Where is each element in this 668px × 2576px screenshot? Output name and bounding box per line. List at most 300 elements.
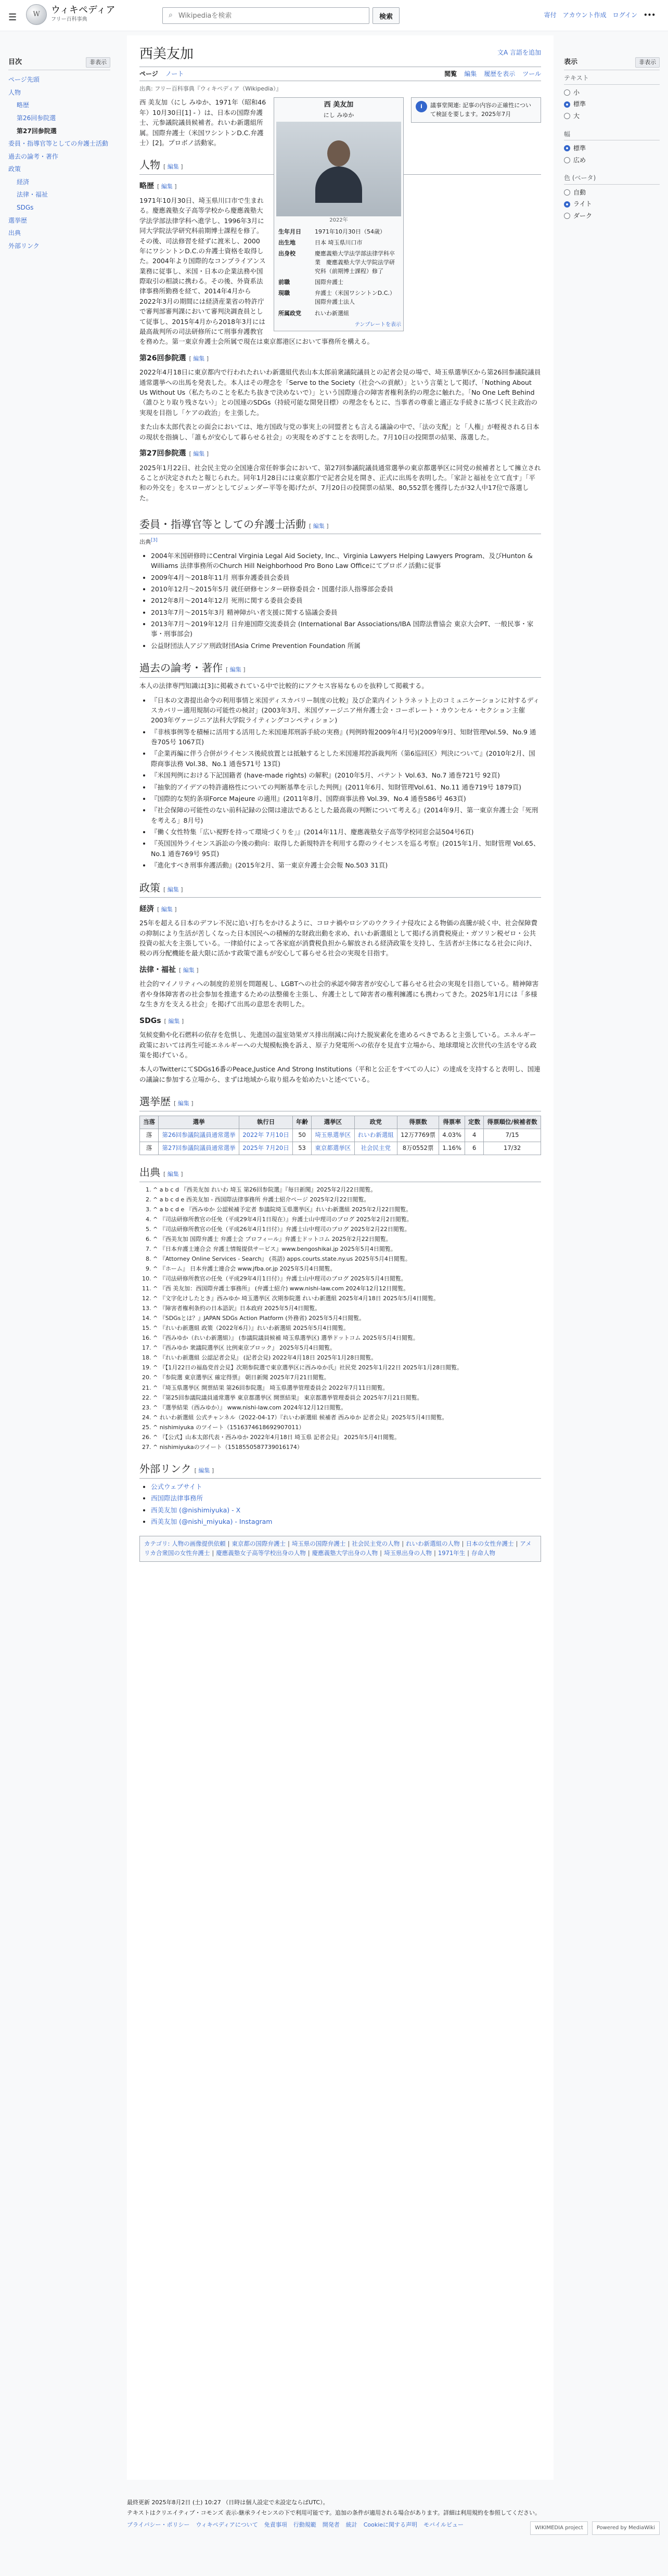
logo-title: ウィキペディア	[51, 5, 115, 16]
edit-label[interactable]: 編集	[229, 666, 241, 674]
infobox-value: 弁護士（米国ワシントンD.C.） 国際弁護士法人	[315, 290, 399, 306]
toc-item	[8, 125, 110, 138]
section-external-links	[139, 1461, 541, 1479]
notice-text: 議事堂関連: 記事の内容の正確性について検証を要します。2025年7月	[430, 102, 531, 118]
external-link-item	[151, 1505, 541, 1515]
portrait-photo[interactable]	[276, 122, 401, 216]
article-content	[127, 35, 554, 2480]
table-row	[140, 1142, 541, 1155]
section-policy	[139, 880, 541, 898]
category-link[interactable]: 社会民主党の人物	[352, 1540, 400, 1548]
section-sdgs	[139, 1016, 541, 1027]
section-heading: 第26回参院選	[139, 354, 186, 363]
page-tabs	[139, 67, 541, 82]
footer-link[interactable]: 統計	[345, 2521, 357, 2529]
color-title: 色 (ベータ)	[564, 173, 660, 185]
toc-hide-button[interactable]: 非表示	[86, 57, 110, 68]
option-label: 広め	[573, 156, 586, 164]
reference-item: 27. ^ nishimiyukaのツイート（1518550587739016174）	[153, 1443, 541, 1452]
reference-item: 10. ^ 『司法研修所教官の任免（平成29年4月1日付）』弁護士山中理司のブログ 2025年5月4日閲覧。	[153, 1274, 541, 1283]
donate-link[interactable]: 寄付	[544, 11, 557, 19]
infobox-row	[276, 277, 401, 288]
edit-section-link[interactable]: [ 編集 ]	[157, 183, 177, 190]
table-cell: 4.03%	[439, 1129, 465, 1142]
category-link[interactable]: れいわ新選組の人物	[406, 1540, 460, 1548]
toc-title: 目次	[8, 58, 22, 66]
width-title: 幅	[564, 130, 660, 141]
add-languages-button[interactable]: 文A 言語を追加	[497, 49, 541, 56]
infobox-row	[276, 226, 401, 237]
edit-label[interactable]: 編集	[168, 1017, 180, 1025]
mediawiki-badge[interactable]: Powered by MediaWiki	[592, 2521, 660, 2535]
toc-link[interactable]: 人物	[8, 88, 21, 96]
table-cell[interactable]: 2022年 7月10日	[239, 1129, 293, 1142]
paper-item: • 『英国国外ライセンス訴訟の今後の動向：取得した新規特許を利用する際のライセンスを巡る考察』(2015年1月、知財管理 Vol.65、No.1 通巻769号 95頁)	[151, 838, 541, 859]
external-link-item	[151, 1517, 541, 1526]
infobox-row	[276, 248, 401, 277]
intro-paragraph: 西 美友加（にし みゆか、1971年（昭和46年）10月30日[1] - ）は、日本の国際弁護士、元参議院議員候補者。れいわ新選組所属。国際弁護士（米国ワシントンD.C.弁護士）[2]。プロボノ活動家。	[139, 98, 266, 147]
reference-item: 1. ^ a b c d 『西美友加 れいわ 埼玉 第26回参院選』『毎日新聞』2025年2月22日閲覧。	[153, 1185, 541, 1194]
table-cell: 6	[465, 1142, 484, 1155]
infobox-value: 1971年10月30日（54歳）	[315, 228, 386, 236]
infobox-subtitle: にし みゆか	[323, 111, 354, 119]
committee-list	[151, 551, 541, 651]
category-link[interactable]: 1971年生	[438, 1549, 466, 1557]
section-references	[139, 1164, 541, 1182]
appearance-header	[564, 57, 660, 70]
edit-section-link[interactable]: [ 編集 ]	[174, 1100, 194, 1107]
toc-link[interactable]: 法律・福祉	[17, 191, 48, 199]
law-paragraph: 社会的マイノリティへの制度的差別を問題視し、LGBTへの社会的承認や障害者が安心して暮らせる社会の実現を目指している。精神障害者や身体障害者の社会参加を推進するための法整備を主張し、弁護士として障害者の権利擁護にも携わってきた。2025年1月には「多様な生き方を支える社会」を掲げて出馬の意思を表明した。	[139, 980, 539, 1008]
external-link[interactable]: 西美友加 (@nishimiyuka) - X	[151, 1506, 241, 1514]
column-header: 政党	[354, 1116, 397, 1129]
edit-label[interactable]: 編集	[161, 183, 173, 190]
edit-section-link[interactable]: [ 編集 ]	[309, 523, 329, 530]
edit-section-link[interactable]: [ 編集 ]	[179, 966, 199, 974]
footer-link[interactable]: 免責事項	[264, 2521, 287, 2529]
category-separator: |	[402, 1540, 404, 1548]
election27-paragraph: 2025年1月22日、社会民主党の全国連合常任幹事会において、第27回参議院議員通常選挙の東京都選挙区に同党の候補者として擁立されることが決定されたと報じられた。同年1月28日には東京都庁で記者会見を開き、正式に出馬を表明した。「家計と福祉を立て直す」「平和の外交を」をスローガンとしてジェンダー平等を掲げたが、7月20日の投開票の結果、80,552票を獲得したが32人中17位で落選した。	[139, 463, 541, 502]
category-separator: |	[307, 1549, 310, 1557]
table-cell: 落	[140, 1129, 159, 1142]
appearance-panel	[564, 57, 660, 229]
site-logo[interactable]	[26, 4, 115, 25]
toc-item	[8, 112, 110, 125]
category-separator: |	[461, 1540, 464, 1548]
reference-item: 18. ^ 『れいわ新選組 公認記者会見』 (記者会見) 2022年4月18日 2025年1月28日閲覧。	[153, 1353, 541, 1362]
footer-link[interactable]: 行動規範	[293, 2521, 316, 2529]
infobox-key: 生年月日	[278, 228, 301, 236]
text-size-standard[interactable]	[564, 98, 660, 110]
radio-icon	[564, 89, 570, 96]
edit-label[interactable]: 編集	[193, 355, 205, 362]
radio-icon	[564, 213, 570, 219]
infobox-key: 出生地	[278, 239, 296, 247]
section-heading: 外部リンク	[139, 1462, 191, 1475]
edit-label[interactable]: 編集	[167, 886, 179, 893]
table-cell: 12万7769票	[397, 1129, 439, 1142]
infobox-title: 西 美友加	[324, 101, 354, 109]
committee-item: • 2010年12月〜2015年5月 就任研修センター研修委員会・国選付添人指導部会委員	[151, 584, 541, 594]
external-links-list	[151, 1482, 541, 1527]
text-size-title: テキスト	[564, 73, 660, 85]
edit-label[interactable]: 編集	[167, 163, 179, 171]
toc-item	[8, 150, 110, 163]
reference-item: 23. ^ 『選挙結果（西みゆか）』 www.nishi-law.com 2024年12月12日閲覧。	[153, 1403, 541, 1412]
site-header	[0, 0, 668, 31]
toc-header	[8, 57, 110, 70]
reference-item: 3. ^ a b c d e 『西みゆか 公認候補予定者 参議院埼玉県選挙区』れいわ新選組 2025年2月22日閲覧。	[153, 1205, 541, 1214]
tab-talk[interactable]: ノート	[165, 70, 184, 77]
tab-page[interactable]: ページ	[139, 70, 158, 77]
reference-item: 16. ^ 『西みゆか（れいわ新選組）』 (参議院議員候補 埼玉県選挙区) 選挙ドットコム 2025年5月4日閲覧。	[153, 1334, 541, 1342]
edit-section-link[interactable]: [ 編集 ]	[194, 1467, 214, 1474]
person-silhouette	[315, 135, 362, 203]
logo-text	[51, 5, 115, 23]
category-link[interactable]: 埼玉県の国際弁護士	[291, 1540, 346, 1548]
color-dark[interactable]	[564, 210, 660, 222]
color-auto[interactable]	[564, 187, 660, 199]
category-link[interactable]: 慶應義塾大学出身の人物	[312, 1549, 378, 1557]
toc-link[interactable]: 過去の論考・著作	[8, 152, 59, 160]
edit-section-link[interactable]: [ 編集 ]	[189, 450, 209, 457]
color-light[interactable]	[564, 198, 660, 210]
width-group	[564, 130, 660, 166]
paper-item: • 『進化すべき刑事弁護活動』(2015年2月、第一東京弁護士会会報 No.503 31頁)	[151, 860, 541, 870]
category-link[interactable]: 東京都の国際弁護士	[232, 1540, 286, 1548]
category-separator: |	[348, 1540, 350, 1548]
option-label: 大	[573, 112, 580, 120]
edit-section-link[interactable]: [ 編集 ]	[163, 1170, 183, 1177]
tab-edit[interactable]: 編集	[464, 70, 477, 77]
table-cell: 50	[292, 1129, 311, 1142]
infobox-key: 出身校	[278, 250, 296, 257]
reference-item: 12. ^ 『文字化けしたとき』西みゆか 埼玉選挙区 次期参院選 れいわ新選組 2025年4月18日 2025年5月4日閲覧。	[153, 1294, 541, 1303]
reference-item: 20. ^ 『参院選 東京選挙区 確定得票』 朝日新聞 2025年7月21日閲覧。	[153, 1373, 541, 1382]
width-standard[interactable]	[564, 143, 660, 154]
text-size-small[interactable]	[564, 87, 660, 99]
photo-caption: 2022年	[329, 217, 348, 223]
sdgs-paragraph-2: 本人のTwitterにてSDGs16番のPeace,Justice And Strong Institutions（平和と公正をすべての人に）の達成を支持すると表明し、国連の議論に参加する立場から、まずは地域から取り組みを始めたいと述べている。	[139, 1065, 541, 1083]
category-separator: |	[212, 1549, 214, 1557]
maintenance-notice	[411, 97, 541, 122]
toc-link[interactable]: 出典	[8, 229, 21, 237]
category-separator: |	[380, 1549, 382, 1557]
section-elections	[139, 1094, 541, 1111]
toc-link[interactable]: 略歴	[17, 101, 30, 109]
category-link[interactable]: 日本の女性弁護士	[466, 1540, 514, 1548]
category-separator: |	[467, 1549, 470, 1557]
committee-item: • 公益財団法人アジア刑政財団Asia Crime Prevention Foundation 所属	[151, 641, 541, 651]
paper-item: • 『抽象的アイデアの特許適格性についての判断基準を示した判例』(2011年6月、知財管理Vol.61、No.11 通巻719号 1879頁)	[151, 782, 541, 792]
toc-item	[8, 86, 110, 99]
section-heading: 過去の論考・著作	[139, 662, 223, 675]
reference-item: 15. ^ 『れいわ新選組 政策（2022年6月）』れいわ新選組 2025年5月4日閲覧。	[153, 1324, 541, 1332]
toc-item	[8, 227, 110, 240]
election-table	[139, 1116, 541, 1155]
column-header: 執行日	[239, 1116, 293, 1129]
reference-item: 21. ^ 『埼玉県選挙区 開票結果 第26回参院選』 埼玉県選挙管理委員会 2022年7月11日閲覧。	[153, 1383, 541, 1392]
paper-item: • 『働く女性特集「広い視野を持って環境づくりを」』(2014年11月、慶應義塾女子高等学校同窓会誌504号6頁)	[151, 827, 541, 837]
reference-item: 17. ^ 『西みゆか 衆議院選挙区 比例東京ブロック』 2025年5月4日閲覧。	[153, 1343, 541, 1352]
category-link[interactable]: 埼玉県出身の人物	[384, 1549, 432, 1557]
toc-list	[8, 73, 110, 252]
footer-link[interactable]: モバイルビュー	[423, 2521, 464, 2529]
section-heading: 政策	[139, 881, 160, 894]
section-heading: 第27回参院選	[139, 449, 186, 458]
table-cell[interactable]: れいわ新選組	[354, 1129, 397, 1142]
edit-label[interactable]: 編集	[167, 1170, 179, 1177]
footer-link[interactable]: 開発者	[322, 2521, 340, 2529]
create-account-link[interactable]: アカウント作成	[562, 11, 607, 19]
color-group	[564, 173, 660, 222]
appearance-hide-button[interactable]: 非表示	[635, 57, 660, 68]
column-header: 選挙	[159, 1116, 239, 1129]
main-menu-icon[interactable]: ☰	[8, 12, 17, 23]
infobox-value: 慶應義塾大学法学部法律学科卒業 慶應義塾大学大学院法学研究科（前期博士課程）修了	[315, 250, 395, 275]
search-box[interactable]	[162, 7, 369, 24]
external-link[interactable]: 西国際法律事務所	[151, 1494, 203, 1503]
toc-item	[8, 73, 110, 86]
edit-section-link[interactable]: [ 編集 ]	[164, 1017, 184, 1025]
reference-item: 14. ^ 『SDGsとは？』JAPAN SDGs Action Platform (外務省) 2025年5月4日閲覧。	[153, 1314, 541, 1323]
table-row	[140, 1129, 541, 1142]
infobox-key: 所属政党	[278, 309, 301, 317]
citation[interactable]: [3]	[151, 538, 158, 543]
toc-link[interactable]: SDGs	[17, 204, 34, 212]
last-modified: 最終更新 2025年8月2日 (土) 10:27 （日時は個人設定で未設定ならばUTC）。	[127, 2499, 329, 2506]
radio-icon	[564, 113, 570, 119]
footer-link[interactable]: Cookieに関する声明	[363, 2521, 418, 2529]
category-link[interactable]: 慶應義塾女子高等学校出身の人物	[216, 1549, 306, 1557]
toc-link[interactable]: 第26回参院選	[17, 114, 56, 122]
external-link[interactable]: 西美友加 (@nishi_miyuka) - Instagram	[151, 1517, 273, 1525]
footer-badges	[530, 2521, 660, 2535]
committee-item: • 2013年7月〜2015年3月 精神障がい者支援に関する協議会委員	[151, 607, 541, 617]
toc-link[interactable]: 選挙歴	[8, 216, 28, 224]
table-cell[interactable]: 埼玉県選挙区	[312, 1129, 354, 1142]
section-law-welfare	[139, 965, 541, 976]
login-link[interactable]: ログイン	[612, 11, 637, 19]
reference-item: 8. ^ 『Attorney Online Services - Search』 (英語) apps.courts.state.ny.us 2025年5月4日閲覧。	[153, 1254, 541, 1263]
edit-section-link[interactable]: [ 編集 ]	[163, 163, 183, 171]
papers-list	[151, 695, 541, 871]
infobox-table	[276, 226, 401, 318]
election26-paragraph-2: また山本太郎代表との面会においては、地方国政与党の事実上の同盟者とも言える議論の中で、「法の支配」と「人権」が軽視される日本の現状を指摘し、「誰もが安心して暮らせる社会」の実現をめざすことを表明した。7月10日の投開票の結果、落選した。	[139, 423, 539, 441]
toc-item	[8, 188, 110, 201]
table-of-contents	[8, 57, 110, 252]
toc-item	[8, 137, 110, 150]
external-link-item	[151, 1493, 541, 1503]
infobox-value: れいわ新選組	[315, 309, 349, 317]
radio-selected-icon	[564, 101, 570, 108]
election26-paragraph-1: 2022年4月18日に東京都内で行われたれいわ新選組代表山本太郎前衆議院議員との記者会見の場で、埼玉県選挙区から第26回参議院議員通常選挙への出馬を発表した。本人はその理念を「Serve to the Society（社会への貢献）」という言葉として掲げ、「Nothing About Us Without Us（私たちのことを私たち抜きで決めないで）」という国際連合の障害者権利条約の理念に触れた。「No One Left Behind（誰ひとり取り残さない）」との国連のSDGs（持続可能な開発目標）の理念をもとに、当事者の尊重と適正な手続きに基づく民主政治の実現を目指し「ケアの政治」を主張した。	[139, 368, 541, 417]
paper-item: • 『社会保障の可能性のない前科記録の公開は違法であるとした最高裁の判断について考える』(2014年9月、第一東京弁護士会「死刑を考える」8月号)	[151, 805, 541, 825]
wikipedia-globe-icon: W	[26, 4, 47, 25]
column-header: 年齢	[292, 1116, 311, 1129]
tab-tools[interactable]: ツール	[522, 70, 541, 77]
committee-item: • 2004年米国研修時にCentral Virginia Legal Aid Society, Inc.、Virginia Lawyers Helping Lawyers Program、及びHunton & Williams 法律事務所のChurch Hill Neighborhood Pro Bono Law Officeにてプロボノ活動に従事	[151, 551, 541, 571]
edit-section-link[interactable]: [ 編集 ]	[157, 905, 177, 913]
section-committee	[139, 516, 541, 534]
radio-icon	[564, 157, 570, 163]
edit-section-link[interactable]: [ 編集 ]	[163, 886, 183, 893]
search-button[interactable]: 検索	[372, 7, 400, 24]
reference-item: 5. ^ 『司法研修所教官の任免（平成26年4月1日付）』弁護士山中理司のブログ 2025年2月22日閲覧。	[153, 1225, 541, 1234]
toc-link[interactable]: 外部リンク	[8, 242, 40, 250]
infobox-row	[276, 308, 401, 319]
toc-item	[8, 99, 110, 112]
section-heading: 法律・福祉	[139, 965, 176, 974]
info-icon: i	[416, 101, 427, 112]
table-cell: 落	[140, 1142, 159, 1155]
paper-item: • 『非核事例等を積極に活用する活用した米国連邦刑訴手続の実務』(判例時報2009年4月号)(2009年9月、知財管理Vol.59、No.9 通巻705号 1067頁)	[151, 727, 541, 747]
infobox-row	[276, 288, 401, 307]
table-cell: 8万0552票	[397, 1142, 439, 1155]
edit-label[interactable]: 編集	[313, 523, 325, 530]
category-separator: |	[434, 1549, 436, 1557]
radio-icon	[564, 189, 570, 196]
page-title	[139, 46, 541, 67]
tab-history[interactable]: 履歴を表示	[484, 70, 516, 77]
toc-item	[8, 176, 110, 189]
tab-read[interactable]: 閲覧	[444, 70, 457, 77]
footer-link[interactable]: プライバシー・ポリシー	[127, 2521, 190, 2529]
edit-label[interactable]: 編集	[193, 450, 205, 457]
column-header: 当落	[140, 1116, 159, 1129]
appearance-title: 表示	[564, 58, 578, 66]
wikimedia-badge[interactable]: WIKIMEDIA project	[530, 2521, 588, 2535]
source-label: 出典	[139, 538, 151, 546]
category-link[interactable]: 存命人物	[471, 1549, 496, 1557]
table-cell: 17/32	[484, 1142, 541, 1155]
paper-item: • 『日本の文書提出命令の利用事情と米国ディスカバリー制度の比較』及び企業内イントラネット上のコミュニケーションに対するディスカバリー適用規制の可能性の検討」(2003年3月、米国ヴァージニア州弁護士会・コーポレート・カウンセル・セクション主催 2003年ヴァージニア法科大学院ライティングコンペティション)	[151, 695, 541, 726]
option-label: ライト	[573, 200, 592, 208]
toc-item	[8, 214, 110, 227]
page-title-text: 西美友加	[139, 46, 194, 62]
option-label: 標準	[573, 100, 586, 108]
reference-item: 11. ^ 『西 美友加：西国際弁護士事務所』 (弁護士紹介) www.nishi-law.com 2024年12月12日閲覧。	[153, 1284, 541, 1293]
license-text: テキストはクリエイティブ・コモンズ 表示-継承ライセンスの下で利用可能です。追加の条件が適用される場合があります。詳細は利用規約を参照してください。	[127, 2509, 541, 2517]
paper-item: • 『米国判例における下記国籍者 (have-made rights) の解釈』(2010年5月、パテント Vol.63、No.7 通巻721号 92頁)	[151, 770, 541, 780]
papers-intro: 本人の法律専門知識は[3]に掲載されている中で比較的にアクセス容易なものを抜粋して掲載する。	[139, 682, 428, 690]
reference-item: 6. ^ 『西美友加 国際弁護士 弁護士会 プロフィール』弁護士ドットコム 2025年2月22日閲覧。	[153, 1235, 541, 1244]
option-label: 小	[573, 88, 580, 96]
toc-item	[8, 163, 110, 176]
section-heading: 略歴	[139, 182, 154, 191]
paper-item: • 『国際的な契約条項Force Majeure の適用』(2011年8月、国際商事法務 Vol.39、No.4 通巻586号 463頁)	[151, 794, 541, 804]
category-list	[144, 1540, 532, 1557]
infobox-key: 前職	[278, 279, 290, 286]
category-separator: |	[516, 1540, 518, 1548]
section-heading: 経済	[139, 904, 154, 913]
toc-link[interactable]: 委員・指導官等としての弁護士活動	[8, 140, 109, 148]
table-cell[interactable]: 社会民主党	[354, 1142, 397, 1155]
reference-item: 22. ^ 『第25回参議院議員通常選挙 東京都選挙区 開票結果』 東京都選挙管理委員会 2025年7月21日閲覧。	[153, 1393, 541, 1402]
reference-item: 9. ^ 『ホーム』 日本弁護士連合会 www.jfba.or.jp 2025年5月4日閲覧。	[153, 1264, 541, 1273]
reference-item: 13. ^ 『障害者権利条約の日本語訳』日本政府 2025年5月4日閲覧。	[153, 1304, 541, 1313]
section-27th-election	[139, 448, 541, 460]
committee-item: • 2012年8月〜2014年12月 死刑に関する委員会委員	[151, 596, 541, 605]
table-cell[interactable]: 東京都選挙区	[312, 1142, 354, 1155]
external-link-item	[151, 1482, 541, 1492]
infobox-value: 国際弁護士	[315, 279, 343, 286]
edit-label[interactable]: 編集	[177, 1100, 189, 1107]
template-link[interactable]: テンプレートを表示	[354, 321, 401, 328]
reference-item: 7. ^ 『日本弁護士連合会 弁護士情報提供サービス』www.bengoshikai.jp 2025年5月4日閲覧。	[153, 1245, 541, 1253]
table-cell[interactable]: 2025年 7月20日	[239, 1142, 293, 1155]
column-header: 得票順位/候補者数	[484, 1116, 541, 1129]
reference-item: 2. ^ a b c d e 西美友加 - 西国際法律事務所 弁護士紹介ページ 2025年2月22日閲覧。	[153, 1195, 541, 1204]
category-link[interactable]: アメリカ合衆国の女性弁護士	[144, 1540, 532, 1557]
infobox-key: 現職	[278, 290, 290, 297]
add-languages-label: 言語を追加	[509, 49, 541, 56]
committee-source	[139, 537, 541, 547]
reference-list	[153, 1185, 541, 1452]
edit-label[interactable]: 編集	[198, 1467, 210, 1474]
paper-item: • 『企業再編に伴う合併がライセンス後続放置とは抵触するとした米国連邦控訴裁判所（第6巡回区）判決について』(2010年2月、国際商事法務 Vol.38、No.1 通巻571号 13頁)	[151, 748, 541, 769]
section-heading: 出典	[139, 1166, 160, 1179]
section-papers	[139, 660, 541, 678]
reference-item: 26. ^ 『【公式】山本太郎代表・西みゆか 2022年4月18日 埼玉県 記者会見』 2025年5月4日閲覧。	[153, 1433, 541, 1442]
search-input[interactable]	[178, 12, 369, 20]
table-cell[interactable]: 第27回参議院議員通常選挙	[159, 1142, 239, 1155]
toc-link[interactable]: ページ先頭	[8, 76, 40, 84]
infobox-value: 日本 埼玉県川口市	[315, 239, 363, 247]
table-cell: 1.16%	[439, 1142, 465, 1155]
committee-item: • 2009年4月〜2018年11月 刑事弁護委員会委員	[151, 573, 541, 582]
column-header: 得票率	[439, 1116, 465, 1129]
category-link[interactable]: 人物の画像提供依頼	[172, 1540, 226, 1548]
category-separator: |	[227, 1540, 230, 1548]
table-cell[interactable]: 第26回参議院議員通常選挙	[159, 1129, 239, 1142]
user-menu	[544, 10, 656, 20]
more-options-icon[interactable]: •••	[643, 11, 656, 19]
section-heading: 人物	[139, 159, 160, 172]
text-size-large[interactable]	[564, 110, 660, 122]
column-header: 得票数	[397, 1116, 439, 1129]
radio-selected-icon	[564, 145, 570, 151]
sdgs-paragraph: 気候変動や化石燃料の依存を危惧し、先進国の温室効果ガス排出削減に向けた脱炭素化を進めるべきであると主張している。エネルギー政策においては再生可能エネルギーへの大規模転換を訴え、原子力発電所への依存を見直す立場から、地球環境と次世代の生活を守る政策を掲げている。	[139, 1031, 537, 1059]
width-wide[interactable]	[564, 154, 660, 166]
column-header: 定数	[465, 1116, 484, 1129]
edit-label[interactable]: 編集	[161, 905, 173, 913]
economy-paragraph: 25年を超える日本のデフレ不況に追い打ちをかけるように、コロナ禍やロシアのウクライナ侵攻による物価の高騰が続く中、社会保障費の抑制により生活が苦しくなった日本国民への積極的な財政出動を求め、れいわ新選組として掲げる消費税廃止・ガソリン税ゼロ・公共投資の拡大を主張している。一律給付によって各家庭が消費税負担から解放される経済政策を支持し、生活者が主体になる社会に向け、税の再分配機能を最大限に活かす政策で誰もが安心して暮らせる社会の実現を目指す。	[139, 919, 538, 957]
edit-label[interactable]: 編集	[183, 966, 195, 974]
toc-item	[8, 201, 110, 214]
committee-item: • 2013年7月〜2019年12月 日弁連国際交流委員会 (International Bar Associations/IBA 国際法曹協会 東京大会PT、一般民事・家事・刑事部会)	[151, 619, 541, 639]
edit-section-link[interactable]: [ 編集 ]	[189, 355, 209, 362]
categories-label[interactable]: カテゴリ:	[144, 1540, 170, 1548]
category-box	[139, 1536, 541, 1562]
external-link[interactable]: 公式ウェブサイト	[151, 1482, 202, 1491]
toc-item	[8, 240, 110, 253]
reference-item: 24. ^ れいわ新選組 公式チャンネル（2022-04-17）『れいわ新選組 候補者 西みゆか 記者会見』2025年5月4日閲覧。	[153, 1413, 541, 1422]
edit-section-link[interactable]: [ 編集 ]	[226, 666, 246, 674]
toc-link[interactable]: 政策	[8, 165, 21, 173]
section-heading: SDGs	[139, 1016, 161, 1025]
section-heading: 委員・指導官等としての弁護士活動	[139, 518, 306, 531]
table-header-row	[140, 1116, 541, 1129]
footer-link[interactable]: ウィキペディアについて	[196, 2521, 258, 2529]
toc-link[interactable]: 第27回参院選	[17, 127, 57, 135]
category-separator: |	[287, 1540, 290, 1548]
toc-link[interactable]: 経済	[17, 178, 30, 186]
section-26th-election	[139, 353, 541, 365]
logo-subtitle: フリー百科事典	[51, 17, 87, 23]
column-header: 選挙区	[312, 1116, 354, 1129]
table-cell: 7/15	[484, 1129, 541, 1142]
